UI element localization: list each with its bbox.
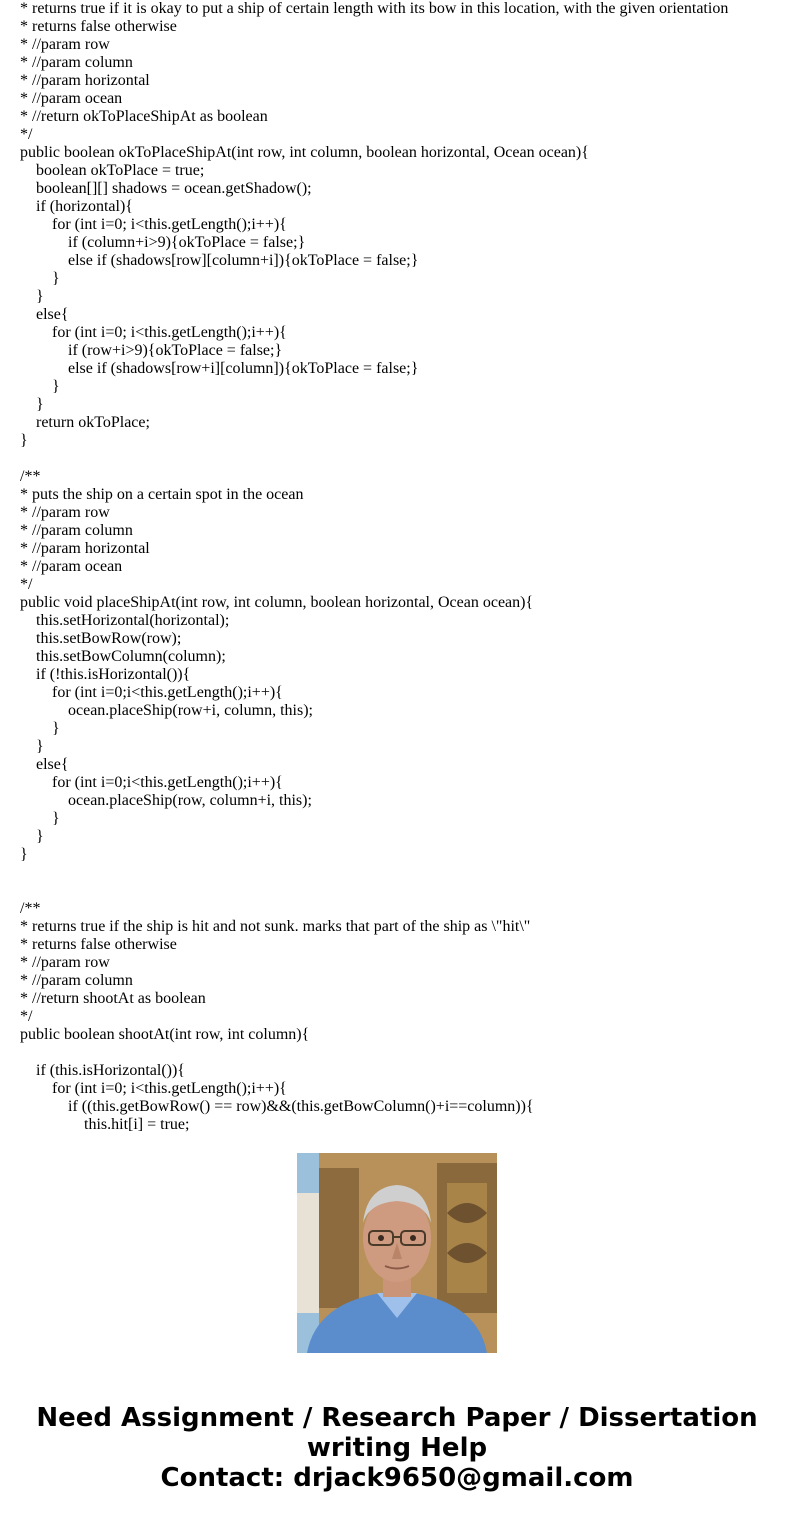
code-line: } xyxy=(20,378,60,395)
code-line: if (row+i>9){okToPlace = false;} xyxy=(20,342,283,359)
code-line: * //param row xyxy=(20,504,110,521)
promo-banner xyxy=(0,1403,794,1493)
code-line: * //param horizontal xyxy=(20,72,150,89)
code-line: for (int i=0;i<this.getLength();i++){ xyxy=(20,774,283,791)
code-line: * //param row xyxy=(20,954,110,971)
code-line: } xyxy=(20,720,60,737)
code-line: if ((this.getBowRow() == row)&&(this.getBowColumn()+i==column)){ xyxy=(20,1098,534,1115)
code-listing xyxy=(20,0,780,1133)
code-line: * //param ocean xyxy=(20,90,123,107)
code-line: /** xyxy=(20,468,41,485)
code-line: } xyxy=(20,828,44,845)
avatar-portrait xyxy=(297,1153,497,1353)
code-line: */ xyxy=(20,126,33,143)
code-line: else if (shadows[row][column+i]){okToPlace = false;} xyxy=(20,252,419,269)
code-line: for (int i=0; i<this.getLength();i++){ xyxy=(20,324,287,341)
code-line: } xyxy=(20,846,28,863)
code-line: if (horizontal){ xyxy=(20,198,133,215)
code-line: * //param column xyxy=(20,522,133,539)
code-line: ocean.placeShip(row, column+i, this); xyxy=(20,792,312,809)
code-line: public boolean okToPlaceShipAt(int row, int column, boolean horizontal, Ocean ocean){ xyxy=(20,144,589,161)
code-line: this.setBowRow(row); xyxy=(20,630,182,647)
code-line: } xyxy=(20,396,44,413)
code-line: if (column+i>9){okToPlace = false;} xyxy=(20,234,306,251)
code-line: boolean[][] shadows = ocean.getShadow(); xyxy=(20,180,312,197)
code-line: * returns false otherwise xyxy=(20,936,177,953)
code-line: public boolean shootAt(int row, int column){ xyxy=(20,1026,310,1043)
promo-contact: Contact: drjack9650@gmail.com xyxy=(160,1463,634,1493)
code-line: public void placeShipAt(int row, int column, boolean horizontal, Ocean ocean){ xyxy=(20,594,534,611)
code-line: * //param row xyxy=(20,36,110,53)
code-line: ocean.placeShip(row+i, column, this); xyxy=(20,702,313,719)
code-line: for (int i=0; i<this.getLength();i++){ xyxy=(20,216,287,233)
code-line: * puts the ship on a certain spot in the ocean xyxy=(20,486,304,503)
code-line: */ xyxy=(20,576,33,593)
author-avatar xyxy=(297,1153,497,1353)
code-line: /** xyxy=(20,900,41,917)
code-line: * //param horizontal xyxy=(20,540,150,557)
code-line: return okToPlace; xyxy=(20,414,150,431)
code-line: } xyxy=(20,738,44,755)
promo-line-2: writing Help xyxy=(306,1433,488,1463)
code-line: if (this.isHorizontal()){ xyxy=(20,1062,185,1079)
code-line: */ xyxy=(20,1008,33,1025)
code-line: * //param column xyxy=(20,54,133,71)
code-line: } xyxy=(20,288,44,305)
code-line: * //return shootAt as boolean xyxy=(20,990,206,1007)
code-line: * //param column xyxy=(20,972,133,989)
code-line: if (!this.isHorizontal()){ xyxy=(20,666,191,683)
code-line: } xyxy=(20,270,60,287)
code-line: boolean okToPlace = true; xyxy=(20,162,205,179)
code-line: else{ xyxy=(20,306,69,323)
promo-line-1: Need Assignment / Research Paper / Dissertation xyxy=(36,1403,758,1433)
code-line: * returns false otherwise xyxy=(20,18,177,35)
code-line: * returns true if it is okay to put a ship of certain length with its bow in this location, with the given orientation xyxy=(20,0,729,17)
code-line: this.setBowColumn(column); xyxy=(20,648,226,665)
code-line: * //return okToPlaceShipAt as boolean xyxy=(20,108,268,125)
code-line: this.hit[i] = true; xyxy=(20,1116,190,1133)
code-line: } xyxy=(20,810,60,827)
code-line: for (int i=0; i<this.getLength();i++){ xyxy=(20,1080,287,1097)
code-line: this.setHorizontal(horizontal); xyxy=(20,612,230,629)
code-line: * returns true if the ship is hit and not sunk. marks that part of the ship as \"hit\" xyxy=(20,918,531,935)
code-line: else if (shadows[row+i][column]){okToPlace = false;} xyxy=(20,360,419,377)
code-line: for (int i=0;i<this.getLength();i++){ xyxy=(20,684,283,701)
code-line: else{ xyxy=(20,756,69,773)
code-line: * //param ocean xyxy=(20,558,123,575)
code-line: } xyxy=(20,432,28,449)
